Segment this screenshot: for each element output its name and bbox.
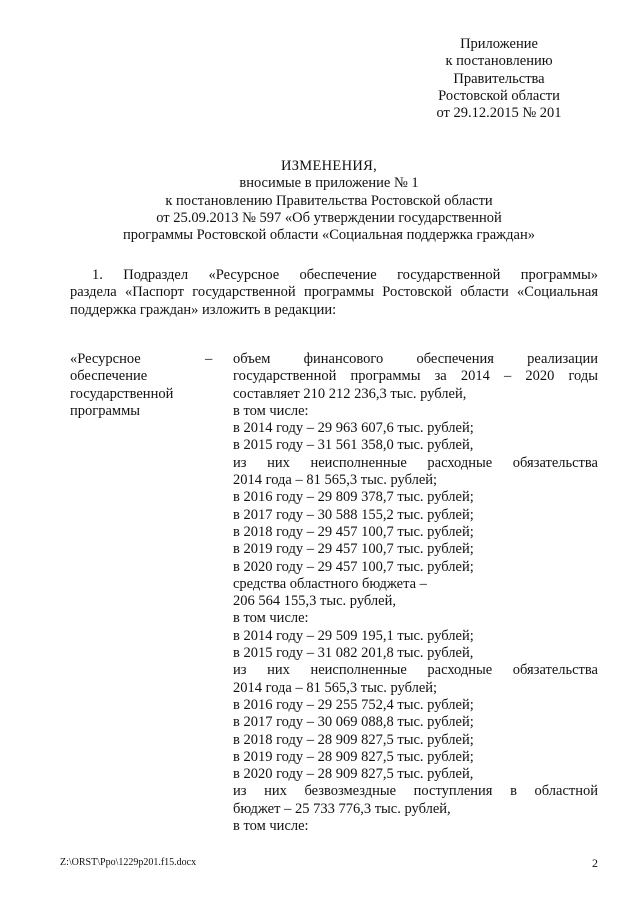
- resource-line: из них неисполненные расходные обязательства: [233, 454, 598, 471]
- resource-line: в 2020 году – 28 909 827,5 тыс. рублей,: [233, 766, 474, 783]
- heading-line: программы Ростовской области «Социальная поддержка граждан»: [123, 227, 535, 244]
- resource-line: из них неисполненные расходные обязательства: [233, 662, 598, 679]
- paragraph-line: 1. Подраздел «Ресурсное обеспечение государственной программы»: [92, 267, 598, 283]
- resource-description: [233, 351, 598, 835]
- resource-line: в 2014 году – 29 509 195,1 тыс. рублей;: [233, 627, 474, 644]
- resource-line: в 2016 году – 29 255 752,4 тыс. рублей;: [233, 696, 474, 713]
- appendix-line: от 29.12.2015 № 201: [436, 105, 562, 122]
- resource-line: объем финансового обеспечения реализации: [233, 351, 598, 367]
- resource-line: в 2018 году – 29 457 100,7 тыс. рублей;: [233, 523, 474, 540]
- resource-line: в 2015 году – 31 082 201,8 тыс. рублей,: [233, 645, 474, 662]
- heading-line: к постановлению Правительства Ростовской области: [165, 192, 493, 209]
- resource-line: в 2017 году – 30 588 155,2 тыс. рублей;: [233, 506, 474, 523]
- resource-line: 2014 года – 81 565,3 тыс. рублей;: [233, 472, 438, 489]
- resource-label: [70, 351, 192, 420]
- resource-line: в 2016 году – 29 809 378,7 тыс. рублей;: [233, 489, 474, 506]
- resource-line: в 2018 году – 28 909 827,5 тыс. рублей;: [233, 731, 474, 748]
- resource-line: 206 564 155,3 тыс. рублей,: [233, 593, 396, 610]
- resource-line: составляет 210 212 236,3 тыс. рублей,: [233, 385, 467, 402]
- resource-line: в 2019 году – 29 457 100,7 тыс. рублей;: [233, 541, 474, 558]
- paragraph-1: [70, 267, 598, 319]
- appendix-line: Правительства: [453, 70, 545, 87]
- resource-line: в 2020 году – 29 457 100,7 тыс. рублей;: [233, 558, 474, 575]
- resource-dash: –: [205, 351, 213, 367]
- appendix-line: Приложение: [460, 36, 538, 52]
- document-heading: [60, 158, 598, 244]
- heading-line: от 25.09.2013 № 597 «Об утверждении государственной: [156, 209, 502, 226]
- resource-line: в 2017 году – 30 069 088,8 тыс. рублей;: [233, 714, 474, 731]
- resource-line: в 2014 году – 29 963 607,6 тыс. рублей;: [233, 420, 474, 437]
- resource-label-line: «Ресурсное: [70, 351, 141, 367]
- file-path: Z:\ORST\Ppo\1229p201.f15.docx: [60, 857, 197, 868]
- heading-line: вносимые в приложение № 1: [239, 175, 419, 192]
- resource-line: в том числе:: [233, 402, 309, 419]
- resource-line: в том числе:: [233, 610, 309, 627]
- resource-line: бюджет – 25 733 776,3 тыс. рублей,: [233, 800, 451, 817]
- resource-label-line: программы: [70, 402, 140, 419]
- resource-line: государственной программы за 2014 – 2020 годы: [233, 368, 598, 385]
- appendix-line: Ростовской области: [438, 87, 560, 104]
- heading-title: ИЗМЕНЕНИЯ,: [280, 158, 378, 174]
- resource-label-line: государственной: [70, 385, 174, 402]
- resource-label-line: обеспечение: [70, 368, 148, 385]
- resource-line: из них безвозмездные поступления в областной: [233, 783, 598, 800]
- appendix-header: [400, 36, 598, 122]
- resource-line: 2014 года – 81 565,3 тыс. рублей;: [233, 679, 438, 696]
- resource-line: в 2019 году – 28 909 827,5 тыс. рублей;: [233, 748, 474, 765]
- resource-line: в том числе:: [233, 818, 309, 835]
- paragraph-line: поддержка граждан» изложить в редакции:: [70, 301, 337, 318]
- resource-line: средства областного бюджета –: [233, 575, 427, 592]
- appendix-line: к постановлению: [445, 53, 553, 70]
- paragraph-line: раздела «Паспорт государственной программы Ростовской области «Социальная: [70, 284, 598, 301]
- page-number: 2: [592, 856, 598, 870]
- resource-line: в 2015 году – 31 561 358,0 тыс. рублей,: [233, 437, 474, 454]
